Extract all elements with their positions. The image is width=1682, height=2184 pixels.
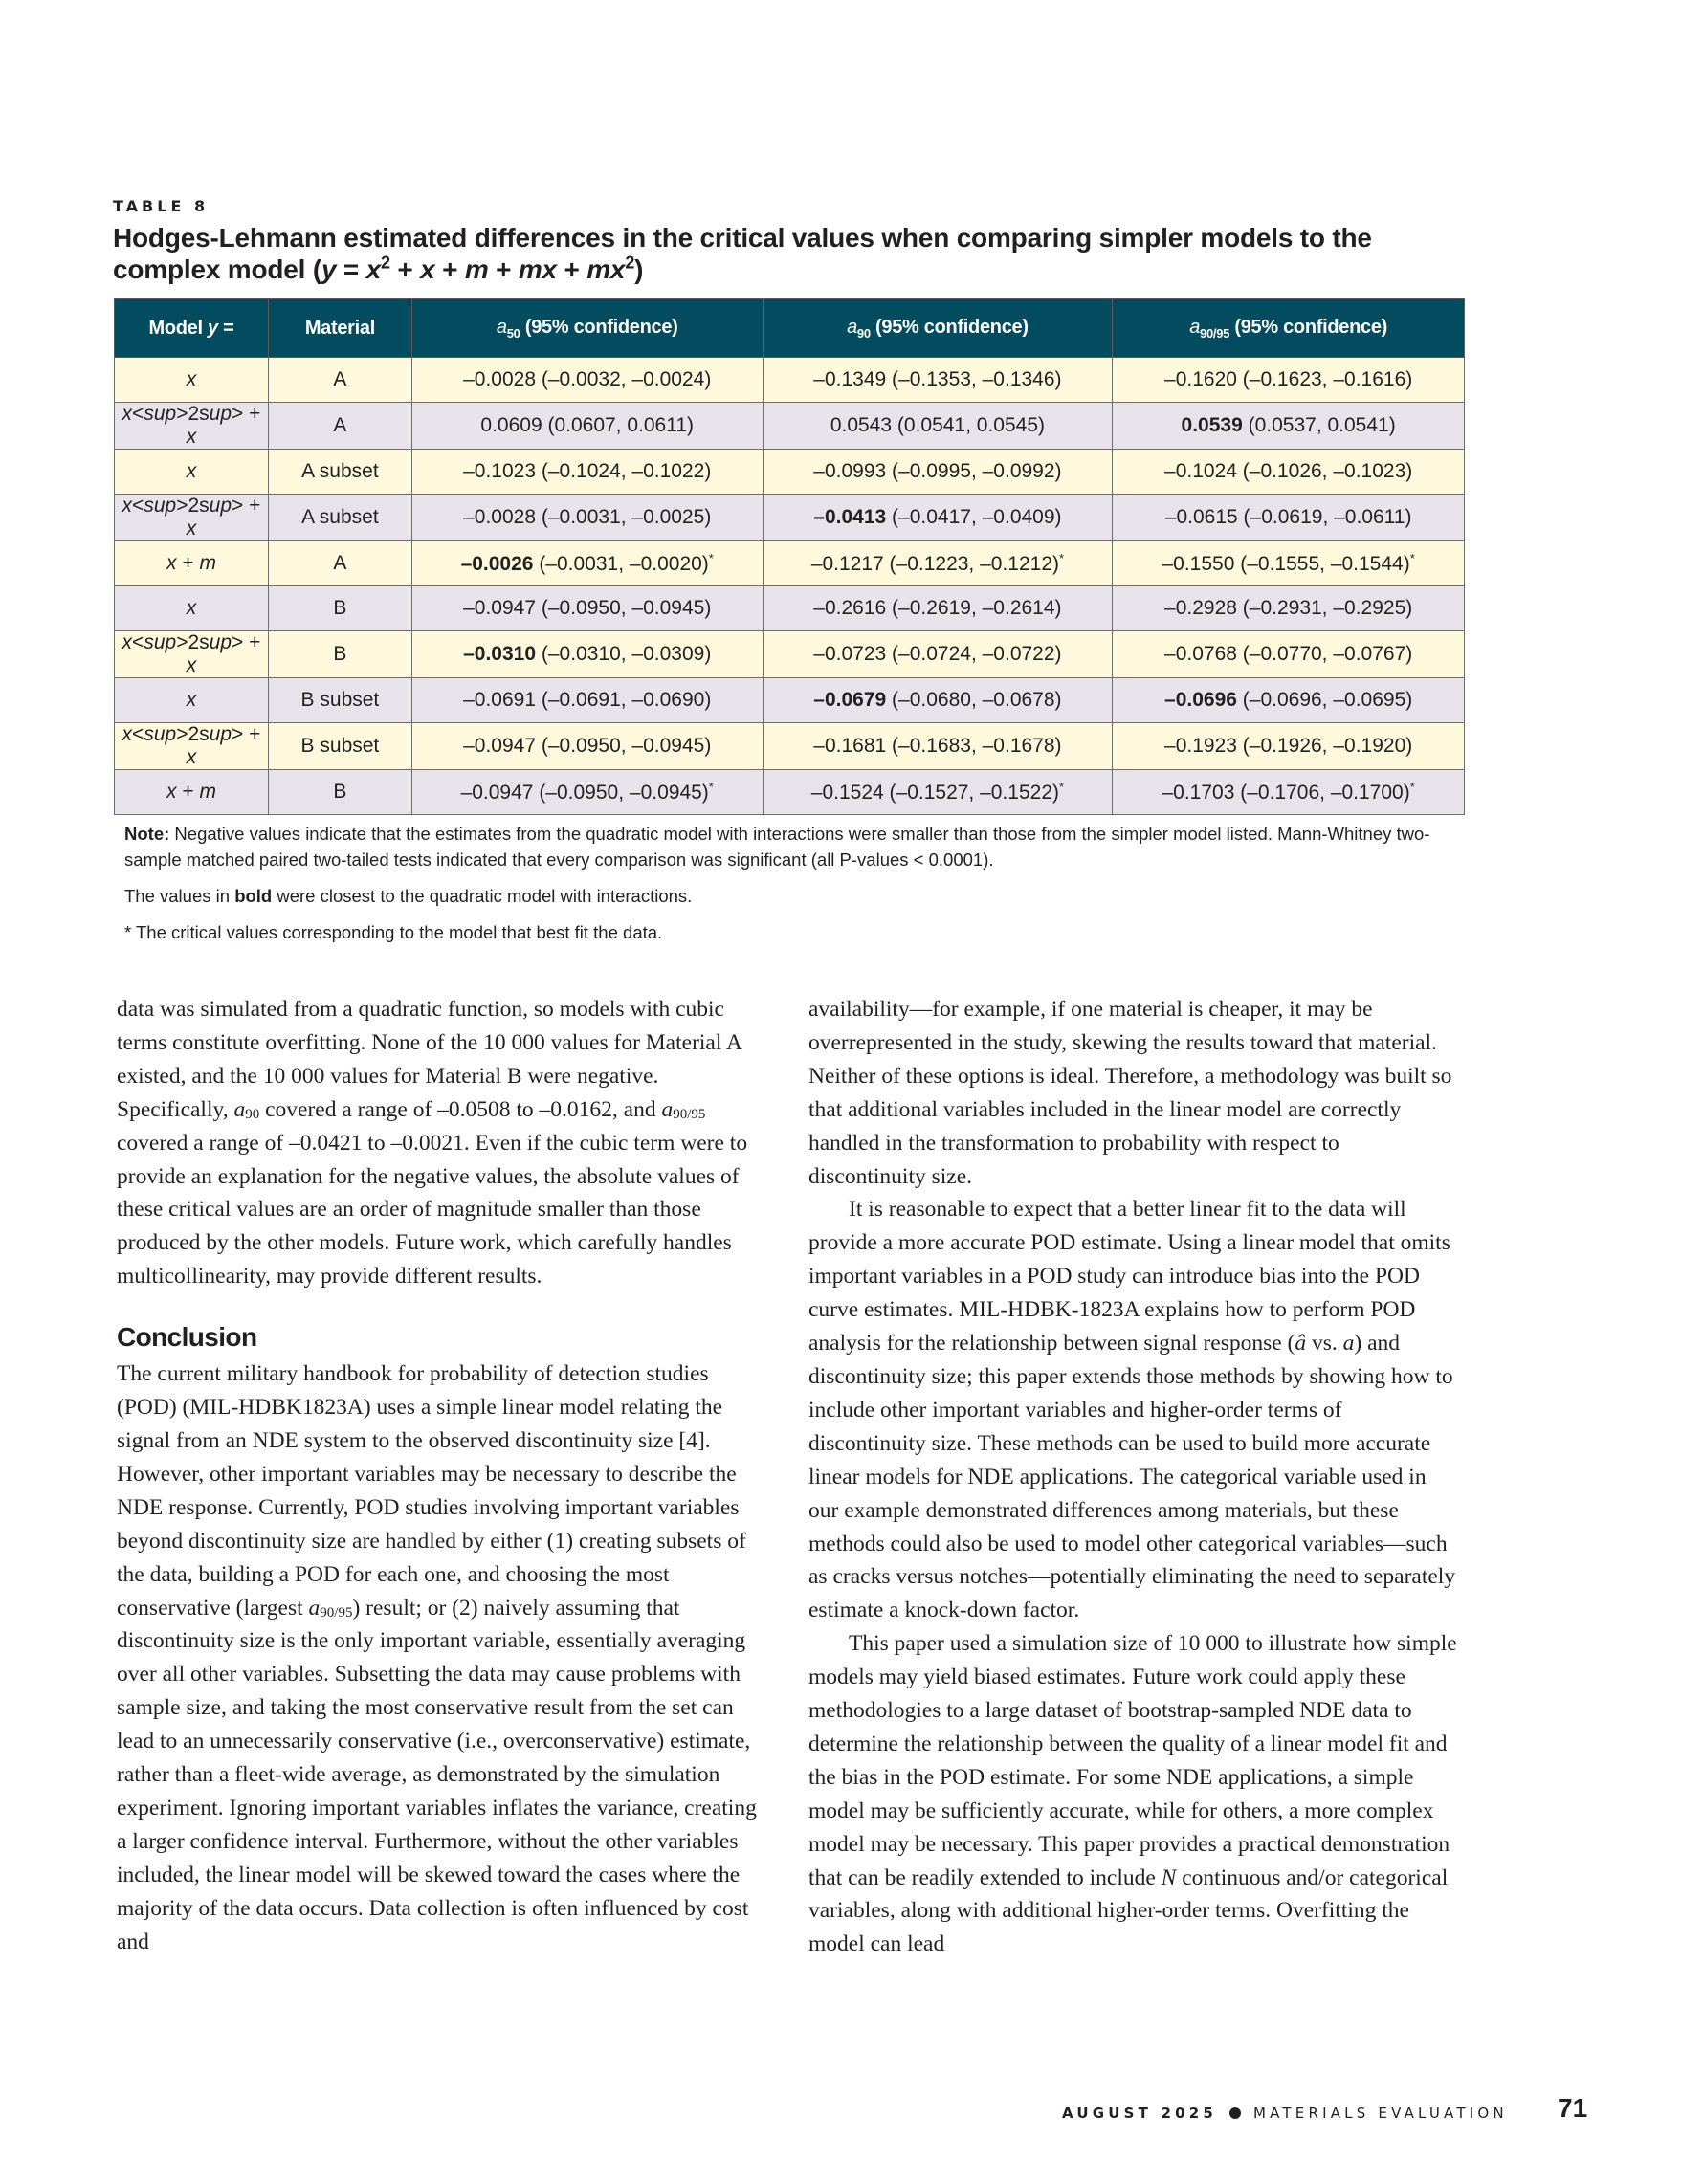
cell-a90 [763, 723, 1113, 770]
confidence-interval: (–0.1527, –0.1522) [883, 782, 1059, 804]
estimate-value: 0.0539 [1181, 414, 1243, 436]
table-row [115, 541, 1465, 586]
header-a90: $a_{90}$ (95% confidence) [763, 299, 1113, 358]
confidence-interval: (–0.1026, –0.1023) [1236, 460, 1413, 482]
cell-a9095 [1113, 678, 1465, 723]
cell-model: x + m [115, 770, 269, 815]
cell-material: B [268, 631, 411, 678]
cell-a50 [411, 358, 763, 403]
cell-a50 [411, 678, 763, 723]
cell-material: A subset [268, 495, 411, 541]
header-material: Material [268, 299, 411, 358]
confidence-interval: (0.0541, 0.0545) [892, 414, 1045, 436]
estimate-value: –0.0413 [813, 506, 887, 528]
estimate-value: –0.0947 [463, 597, 537, 619]
results-table [114, 298, 1465, 815]
cell-model: x [115, 678, 269, 723]
cell-a50 [411, 403, 763, 450]
confidence-interval: (–0.0995, –0.0992) [886, 460, 1062, 482]
cell-material: A [268, 358, 411, 403]
table-title: Hodges-Lehmann estimated differences in the critical values when comparing simpler models to the complex model ($y = x^2 + x + m$ + mx + $mx^2$) [113, 223, 1372, 284]
estimate-value: –0.0026 [460, 553, 534, 575]
cell-a90 [763, 770, 1113, 815]
page-number: 71 [1558, 2093, 1588, 2123]
cell-a50 [411, 586, 763, 631]
estimate-value: –0.0723 [813, 643, 887, 665]
cell-model: x<sup>2sup> + x [115, 495, 269, 541]
table-row [115, 450, 1465, 495]
confidence-interval: (–0.0031, –0.0025) [536, 506, 712, 528]
estimate-value: 0.0609 [480, 414, 542, 436]
best-fit-marker: * [1409, 780, 1415, 794]
confidence-interval: (–0.0619, –0.0611) [1237, 506, 1412, 528]
estimate-value: –0.1349 [813, 368, 887, 390]
estimate-value: –0.0691 [463, 689, 537, 711]
confidence-interval: (–0.0310, –0.0309) [536, 643, 712, 665]
confidence-interval: (–0.0417, –0.0409) [886, 506, 1062, 528]
header-a50: $a_{50}$ (95% confidence) [411, 299, 763, 358]
table-row [115, 495, 1465, 541]
estimate-value: –0.2928 [1164, 597, 1237, 619]
estimate-value: –0.1217 [810, 553, 884, 575]
cell-a90 [763, 586, 1113, 631]
cell-a9095 [1113, 631, 1465, 678]
cell-material: B subset [268, 678, 411, 723]
cell-material: B [268, 770, 411, 815]
table-title-text: Hodges-Lehmann estimated differences in the critical values when comparing simpler models to the complex model ( [113, 223, 1372, 284]
confidence-interval: (–0.1926, –0.1920) [1236, 735, 1413, 757]
confidence-interval: (–0.0950, –0.0945) [536, 735, 712, 757]
body-column-left [117, 993, 767, 1958]
paragraph: This paper used a simulation size of 10 000 to illustrate how simple models may yield biased estimates. Future work could apply these methodologies to a large dataset of bootstrap-sampled NDE data to determine the relationship between the quality of a linear model fit and the bias in the POD estimate. For some NDE applications, a simple model may be sufficiently accurate, while for others, a more complex model may be necessary. This paper provides a practical demonstration that can be readily extended to include N continuous and/or categorical variables, along with additional higher-order terms. Overfitting the model can lead [808, 1631, 1457, 1957]
cell-a9095 [1113, 358, 1465, 403]
cell-a50 [411, 541, 763, 586]
table-header-row [115, 299, 1465, 358]
confidence-interval: (–0.1353, –0.1346) [886, 368, 1062, 390]
cell-material: B [268, 586, 411, 631]
confidence-interval: (–0.1706, –0.1700) [1234, 782, 1410, 804]
estimate-value: –0.1923 [1164, 735, 1237, 757]
paragraph: It is reasonable to expect that a better linear fit to the data will provide a more accurate POD estimate. Using a linear model that omits important variables in a POD study can introduce bias into the POD curve estimates. MIL-HDBK-1823A explains how to perform POD analysis for the relationship between signal response (â vs. a) and discontinuity size; this paper extends those methods by showing how to include other important variables and higher-order terms of discontinuity size. These methods can be used to build more accurate linear models for NDE applications. The categorical variable used in our example demonstrated differences among materials, but these methods could also be used to model other categorical variables—such as cracks versus notches—potentially eliminating the need to separately estimate a knock-down factor. [808, 1197, 1456, 1623]
estimate-value: –0.0947 [460, 782, 534, 804]
paragraph: data was simulated from a quadratic function, so models with cubic terms constitute overfitting. None of the 10 000 values for Material A existed, and the 10 000 values for Material B were negative. Specifically, $a_{90}$ covered a range of –0.0508 to –0.0162, and $a_{90/95}$ covered a range of –0.0421 to –0.0021. Even if the cubic term were to provide an explanation for the negative values, the absolute values of these critical values are an order of magnitude smaller than those produced by the other models. Future work, which carefully handles multicollinearity, may provide different results. [117, 997, 748, 1290]
table-row [115, 631, 1465, 678]
best-fit-marker: * [1059, 780, 1065, 794]
cell-a90 [763, 403, 1113, 450]
cell-model: x<sup>2sup> + x [115, 631, 269, 678]
footer-journal: MATERIALS EVALUATION [1252, 2105, 1508, 2122]
cell-a9095 [1113, 450, 1465, 495]
cell-a90 [763, 631, 1113, 678]
estimate-value: –0.1703 [1162, 782, 1235, 804]
paragraph: availability—for example, if one material is cheaper, it may be overrepresented in the study, skewing the results toward that material. Neither of these options is ideal. Therefore, a methodology was built so that additional variables included in the linear model are correctly handled in the transformation to probability with respect to discontinuity size. [808, 997, 1452, 1189]
cell-model: x [115, 358, 269, 403]
confidence-interval: (–0.0770, –0.0767) [1236, 643, 1413, 665]
table-row [115, 586, 1465, 631]
estimate-value: –0.0993 [813, 460, 887, 482]
estimate-value: –0.1024 [1164, 460, 1237, 482]
best-fit-marker: * [1409, 551, 1415, 565]
header-a90-95: $a_{90/95}$ (95% confidence) [1113, 299, 1465, 358]
cell-a9095 [1113, 770, 1465, 815]
cell-material: B subset [268, 723, 411, 770]
section-heading-conclusion: Conclusion [117, 1322, 257, 1353]
cell-a90 [763, 678, 1113, 723]
table-label: TABLE 8 [113, 197, 210, 215]
cell-a50 [411, 770, 763, 815]
table-row [115, 770, 1465, 815]
confidence-interval: (–0.2931, –0.2925) [1236, 597, 1413, 619]
body-column-right [808, 993, 1459, 1961]
cell-a9095 [1113, 495, 1465, 541]
page-footer [1062, 2105, 1508, 2122]
cell-material: A [268, 541, 411, 586]
star-note: * The critical values corresponding to the model that best fit the data. [124, 922, 663, 942]
cell-a50 [411, 723, 763, 770]
cell-material: A [268, 403, 411, 450]
cell-model: x<sup>2sup> + x [115, 403, 269, 450]
footer-date: AUGUST 2025 [1062, 2105, 1218, 2122]
table-row [115, 358, 1465, 403]
confidence-interval: (–0.1555, –0.1544) [1234, 553, 1410, 575]
estimate-value: –0.0768 [1164, 643, 1237, 665]
confidence-interval: (–0.1024, –0.1022) [536, 460, 712, 482]
cell-a9095 [1113, 723, 1465, 770]
cell-model: x + m [115, 541, 269, 586]
table-row [115, 678, 1465, 723]
confidence-interval: (–0.2619, –0.2614) [886, 597, 1062, 619]
table-row [115, 403, 1465, 450]
estimate-value: –0.1524 [810, 782, 884, 804]
cell-a50 [411, 495, 763, 541]
cell-model: x [115, 586, 269, 631]
confidence-interval: (–0.0696, –0.0695) [1236, 689, 1413, 711]
table-title-formula: y [321, 254, 337, 284]
cell-model: x<sup>2sup> + x [115, 723, 269, 770]
best-fit-marker: * [708, 551, 714, 565]
cell-a9095 [1113, 586, 1465, 631]
cell-a9095 [1113, 541, 1465, 586]
header-model: Model y = [115, 299, 269, 358]
confidence-interval: (–0.1223, –0.1212) [883, 553, 1059, 575]
confidence-interval: (–0.0950, –0.0945) [533, 782, 709, 804]
bold-note: The values in bold were closest to the quadratic model with interactions. [124, 886, 693, 906]
confidence-interval: (–0.0950, –0.0945) [536, 597, 712, 619]
confidence-interval: (–0.1683, –0.1678) [886, 735, 1062, 757]
estimate-value: –0.0696 [1164, 689, 1237, 711]
cell-a90 [763, 495, 1113, 541]
confidence-interval: (–0.0724, –0.0722) [886, 643, 1062, 665]
cell-a90 [763, 358, 1113, 403]
bullet-icon [1229, 2107, 1241, 2119]
table-row [115, 723, 1465, 770]
confidence-interval: (–0.0680, –0.0678) [886, 689, 1062, 711]
cell-material: A subset [268, 450, 411, 495]
cell-a50 [411, 450, 763, 495]
estimate-value: –0.0947 [463, 735, 537, 757]
estimate-value: –0.0615 [1164, 506, 1238, 528]
cell-a50 [411, 631, 763, 678]
confidence-interval: (–0.1623, –0.1616) [1236, 368, 1413, 390]
best-fit-marker: * [1059, 551, 1065, 565]
estimate-value: –0.1023 [463, 460, 537, 482]
note-paragraph: Note: Negative values indicate that the estimates from the quadratic model with interactions were smaller than those from the simpler model listed. Mann-Whitney two-sample matched paired two-tailed tests indicated that every comparison was significant (all P-values < 0.0001). [124, 824, 1430, 870]
confidence-interval: (0.0537, 0.0541) [1242, 414, 1396, 436]
estimate-value: –0.1550 [1162, 553, 1235, 575]
confidence-interval: (0.0607, 0.0611) [542, 414, 695, 436]
estimate-value: –0.1620 [1164, 368, 1237, 390]
confidence-interval: (–0.0031, –0.0020) [533, 553, 709, 575]
estimate-value: –0.0310 [463, 643, 537, 665]
cell-a90 [763, 541, 1113, 586]
estimate-value: –0.0028 [463, 368, 537, 390]
estimate-value: –0.0679 [813, 689, 887, 711]
estimate-value: –0.0028 [463, 506, 537, 528]
estimate-value: 0.0543 [830, 414, 893, 436]
confidence-interval: (–0.0691, –0.0690) [536, 689, 712, 711]
table-notes [124, 821, 1483, 956]
estimate-value: –0.2616 [813, 597, 887, 619]
cell-model: x [115, 450, 269, 495]
confidence-interval: (–0.0032, –0.0024) [536, 368, 712, 390]
paragraph: The current military handbook for probability of detection studies (POD) (MIL-HDBK1823A) uses a simple linear model relating the signal from an NDE system to the observed discontinuity size [4]. However, other important variables may be necessary to describe the NDE response. Currently, POD studies involving important variables beyond discontinuity size are handled by either (1) creating subsets of the data, building a POD for each one, and choosing the most conservative (largest $a_{90/95}$) result; or (2) naively assuming that discontinuity size is the only important variable, essentially averaging over all other variables. Subsetting the data may cause problems with sample size, and taking the most conservative result from the set can lead to an unnecessarily conservative (i.e., overconservative) estimate, rather than a fleet-wide average, as demonstrated by the simulation experiment. Ignoring important variables inflates the variance, creating a larger confidence interval. Furthermore, without the other variables included, the linear model will be skewed toward the cases where the majority of the data occurs. Data collection is often influenced by cost and [117, 1361, 757, 1954]
estimate-value: –0.1681 [813, 735, 887, 757]
cell-a90 [763, 450, 1113, 495]
cell-a9095 [1113, 403, 1465, 450]
best-fit-marker: * [708, 780, 714, 794]
